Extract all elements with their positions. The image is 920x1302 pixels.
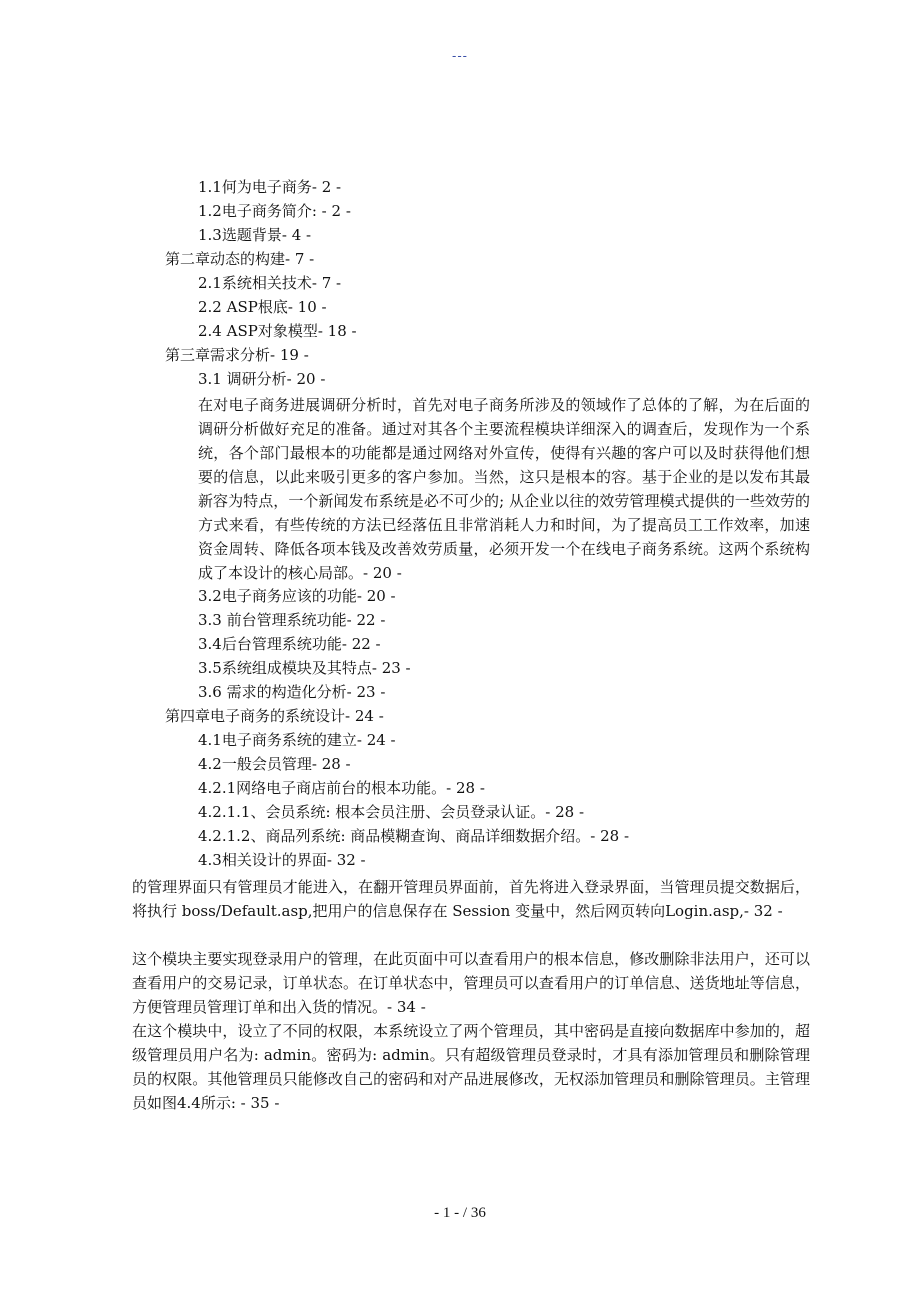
toc-entry-2-1[interactable]: 2.1系统相关技术- 7 - [198, 274, 342, 292]
toc-entry-1-2[interactable]: 1.2电子商务简介: - 2 - [198, 202, 351, 220]
toc-paragraph-admin-login: 的管理界面只有管理员才能进入，在翻开管理员界面前，首先将进入登录界面，当管理员提交数据后，将执行 boss/Default.asp,把用户的信息保存在 Session 变量中，然后网页转向Login.asp,- 32 - [132, 878, 810, 920]
toc-entry-3-4[interactable]: 3.4后台管理系统功能- 22 - [198, 635, 381, 653]
toc-entry-4-2-1-2[interactable]: 4.2.1.2、商品列系统: 商品模糊查询、商品详细数据介绍。- 28 - [198, 827, 630, 845]
toc-entry-4-3[interactable]: 4.3相关设计的界面- 32 - [198, 851, 366, 869]
toc-entry-3-6[interactable]: 3.6 需求的构造化分析- 23 - [198, 683, 386, 701]
toc-entry-4-2[interactable]: 4.2一般会员管理- 28 - [198, 755, 351, 773]
toc-entry-4-2-1[interactable]: 4.2.1网络电子商店前台的根本功能。- 28 - [198, 779, 485, 797]
header-mark: --- [452, 48, 468, 63]
toc-chapter-2[interactable]: 第二章动态的构建- 7 - [165, 250, 315, 268]
toc-entry-3-1[interactable]: 3.1 调研分析- 20 - [198, 370, 326, 388]
toc-entry-4-2-1-1[interactable]: 4.2.1.1、会员系统: 根本会员注册、会员登录认证。- 28 - [198, 803, 585, 821]
toc-paragraph-user-management: 这个模块主要实现登录用户的管理，在此页面中可以查看用户的根本信息，修改删除非法用户，还可以查看用户的交易记录，订单状态。在订单状态中，管理员可以查看用户的订单信息、送货地址等信息，方便管理员管理订单和出入货的情况。- 34 - [132, 950, 810, 1016]
toc-entry-1-1[interactable]: 1.1何为电子商务- 2 - [198, 178, 342, 196]
page-number: - 1 - / 36 [434, 1205, 486, 1221]
toc-chapter-4[interactable]: 第四章电子商务的系统设计- 24 - [165, 707, 384, 725]
toc-entry-3-3[interactable]: 3.3 前台管理系统功能- 22 - [198, 611, 386, 629]
toc-chapter-3[interactable]: 第三章需求分析- 19 - [165, 346, 309, 364]
toc-paragraph-permissions: 在这个模块中，设立了不同的权限，本系统设立了两个管理员，其中密码是直接向数据库中参加的，超级管理员用户名为: admin。密码为: admin。只有超级管理员登录时，才具有添加管理员和删除管理员的权限。其他管理员只能修改自己的密码和对产品进展修改，无权添加管理员和删除管理员。主管理员如图4.4所示: - 35 - [132, 1022, 810, 1112]
toc-entry-2-4[interactable]: 2.4 ASP对象模型- 18 - [198, 322, 357, 340]
toc-paragraph-research: 在对电子商务进展调研分析时，首先对电子商务所涉及的领域作了总体的了解，为在后面的调研分析做好充足的准备。通过对其各个主要流程模块详细深入的调查后，发现作为一个系统，各个部门最根本的功能都是通过网络对外宣传，使得有兴趣的客户可以及时获得他们想要的信息，以此来吸引更多的客户参加。当然，这只是根本的容。基于企业的是以发布其最新容为特点，一个新闻发布系统是必不可少的; 从企业以往的效劳管理模式提供的一些效劳的方式来看，有些传统的方法已经落伍且非常消耗人力和时间，为了提高员工工作效率，加速资金周转、降低各项本钱及改善效劳质量，必须开发一个在线电子商务系统。这两个系统构成了本设计的核心局部。- 20 - [198, 396, 810, 582]
toc-entry-2-2[interactable]: 2.2 ASP根底- 10 - [198, 298, 327, 316]
toc-entry-3-2[interactable]: 3.2电子商务应该的功能- 20 - [198, 587, 396, 605]
toc-entry-3-5[interactable]: 3.5系统组成模块及其特点- 23 - [198, 659, 411, 677]
toc-entry-4-1[interactable]: 4.1电子商务系统的建立- 24 - [198, 731, 396, 749]
toc-entry-1-3[interactable]: 1.3选题背景- 4 - [198, 226, 312, 244]
